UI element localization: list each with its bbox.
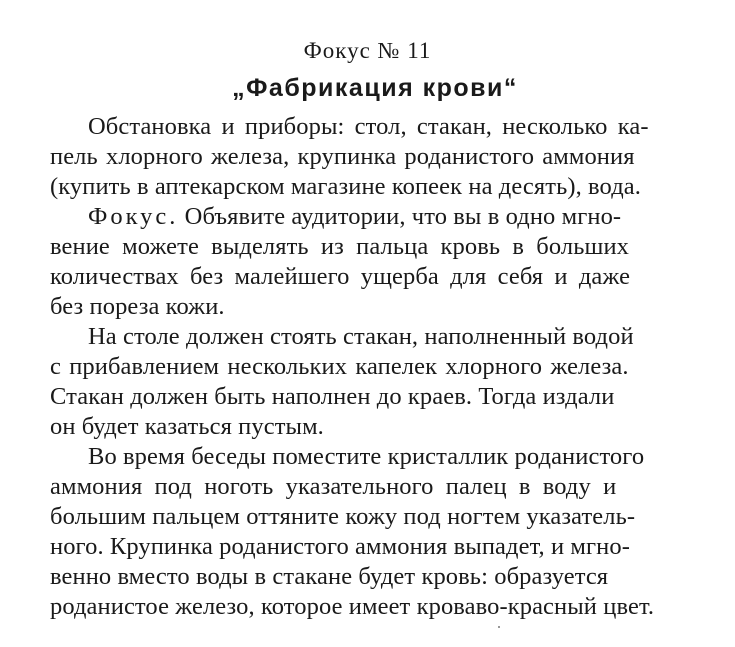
text-line: Обстановка и приборы: стол, стакан, несколько ка- — [88, 113, 649, 140]
text-line: с прибавлением нескольких капелек хлорного железа. — [50, 353, 629, 380]
text-line — [88, 202, 621, 232]
text-line: Во время беседы поместите кристаллик роданистого — [88, 443, 645, 470]
trick-title: „Фабрикация крови“ — [232, 74, 518, 102]
text-line: большим пальцем оттяните кожу под ногтем указатель- — [50, 503, 636, 530]
print-speck — [498, 626, 500, 628]
text-line: он будет казаться пустым. — [50, 413, 324, 440]
text-line-rest: Объявите аудитории, что вы в одно мгно- — [178, 203, 622, 230]
text-line: вение можете выделять из пальца кровь в больших — [50, 233, 630, 260]
text-line: аммония под ноготь указательного палец в воду и — [50, 473, 617, 500]
text-line: На столе должен стоять стакан, наполненный водой — [88, 323, 634, 350]
text-line: (купить в аптекарском магазине копеек на десять), вода. — [50, 173, 641, 200]
text-line: Стакан должен быть наполнен до краев. Тогда издали — [50, 383, 615, 410]
text-line: ного. Крупинка роданистого аммония выпадет, и мгно- — [50, 533, 630, 560]
text-line: количествах без малейшего ущерба для себя и даже — [50, 263, 631, 290]
trick-lead-word: Фокус. — [88, 203, 179, 230]
text-line: венно вместо воды в стакане будет кровь: образуется — [50, 563, 609, 590]
trick-number: Фокус № 11 — [303, 38, 432, 63]
text-line: роданистое железо, которое имеет кроваво-красный цвет. — [50, 593, 655, 620]
text-line: без пореза кожи. — [50, 293, 225, 320]
text-line: пель хлорного железа, крупинка роданистого аммония — [50, 143, 635, 170]
